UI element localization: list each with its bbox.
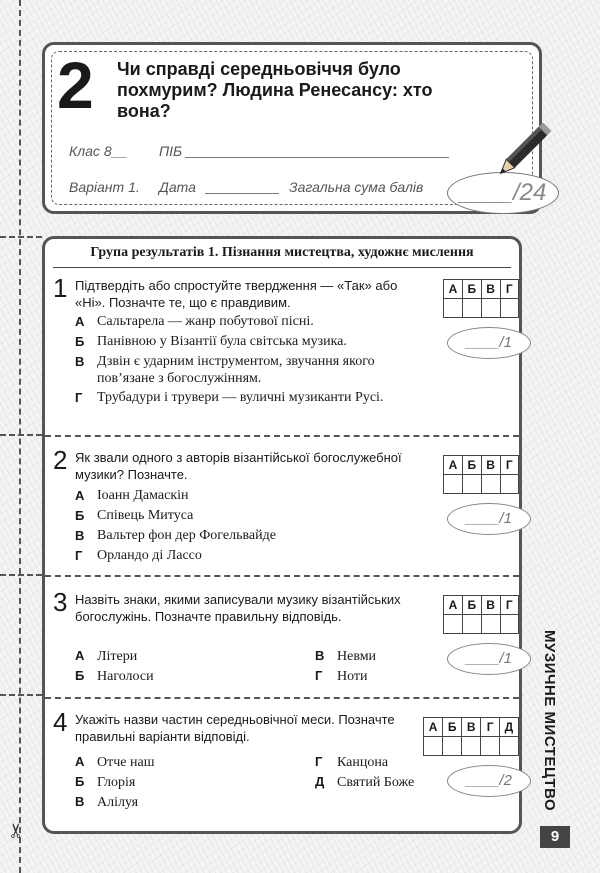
pencil-icon	[498, 108, 564, 178]
grid-header: Д	[499, 718, 518, 737]
option-text: Іоанн Дамаскін	[97, 488, 189, 503]
score-blank: ____	[466, 510, 500, 527]
answer-cell[interactable]	[481, 737, 500, 756]
option-text: Трубадури і трувери — вуличні музиканти Русі.	[97, 390, 384, 405]
grid-header: Б	[462, 456, 481, 475]
option-b[interactable]	[75, 773, 235, 791]
questions-panel	[42, 236, 522, 834]
grid-header: Г	[500, 456, 518, 475]
cut-tick	[0, 434, 42, 436]
score-oval[interactable]	[447, 765, 531, 797]
group-title-rule	[53, 267, 511, 268]
score-oval[interactable]	[447, 643, 531, 675]
option-letter: В	[75, 794, 85, 809]
score-blank: ____	[466, 650, 500, 667]
grid-header: Б	[443, 718, 462, 737]
answer-cell[interactable]	[462, 615, 481, 634]
grid-header: Б	[462, 280, 481, 299]
variant-label: Варіант 1.	[69, 179, 140, 195]
question-number: 2	[53, 445, 68, 475]
option-text: Вальтер фон дер Фогельвайде	[97, 528, 276, 543]
grid-header: А	[424, 718, 443, 737]
answer-cell[interactable]	[500, 299, 518, 318]
option-b[interactable]	[75, 333, 395, 351]
total-score-oval[interactable]	[447, 172, 559, 214]
answer-grid	[423, 717, 519, 756]
worksheet-number: 2	[57, 48, 94, 122]
option-text: Ноти	[337, 669, 368, 684]
answer-cell[interactable]	[499, 737, 518, 756]
option-text: Алілуя	[97, 795, 139, 810]
answer-cell[interactable]	[462, 299, 481, 318]
question-separator	[45, 435, 519, 437]
question-text: Підтвердіть або спростуйте твердження — «Так» або «Ні». Позначте те, що є правдивим.	[75, 278, 398, 310]
option-letter: В	[315, 648, 325, 663]
class-label: Клас 8__	[69, 143, 128, 159]
option-letter: А	[75, 648, 85, 663]
option-a[interactable]	[75, 647, 235, 665]
score-blank: ____	[466, 772, 500, 789]
option-letter: Г	[75, 390, 83, 405]
question-separator	[45, 697, 519, 699]
score-max: /2	[499, 772, 512, 789]
total-score: /24	[513, 179, 547, 206]
answer-grid	[443, 595, 519, 634]
group-title: Група результатів 1. Пізнання мистецтва, художнє мислення	[90, 245, 474, 260]
option-a[interactable]	[75, 753, 235, 771]
option-d[interactable]	[315, 667, 435, 685]
grid-header: Б	[462, 596, 481, 615]
date-line[interactable]	[205, 193, 279, 194]
option-letter: В	[75, 528, 85, 543]
cut-line	[19, 0, 21, 873]
option-c[interactable]	[315, 647, 435, 665]
answer-cell[interactable]	[444, 615, 463, 634]
answer-cell[interactable]	[500, 475, 518, 494]
name-label: ПІБ	[159, 143, 183, 159]
option-e[interactable]	[315, 773, 445, 791]
option-text: Співець Митуса	[97, 508, 194, 523]
answer-cell[interactable]	[424, 737, 443, 756]
option-a[interactable]	[75, 487, 395, 505]
option-letter: В	[75, 354, 85, 369]
option-text: Отче наш	[97, 755, 155, 770]
score-max: /1	[499, 334, 512, 351]
option-text: Канцона	[337, 755, 389, 770]
option-c[interactable]	[75, 793, 235, 811]
question-text: Укажіть назви частин середньовічної меси. Позначте правильні варіанти відповіді.	[75, 712, 395, 744]
grid-header: В	[481, 596, 500, 615]
grid-header: А	[444, 596, 463, 615]
option-letter: Г	[315, 668, 323, 683]
option-c[interactable]	[75, 353, 395, 387]
date-label: Дата	[159, 179, 196, 195]
answer-cell[interactable]	[481, 475, 500, 494]
grid-header: А	[444, 280, 463, 299]
cut-tick	[0, 694, 42, 696]
total-label: Загальна сума балів	[289, 179, 424, 195]
grid-header: В	[481, 456, 500, 475]
question-number: 1	[53, 273, 68, 303]
option-letter: А	[75, 754, 85, 769]
name-line[interactable]	[185, 157, 449, 158]
option-letter: Д	[315, 774, 325, 789]
question-number: 3	[53, 587, 68, 617]
subject-side-label: МУЗИЧНЕ МИСТЕЦТВО	[541, 630, 558, 812]
worksheet-title: Чи справді середньовіччя було похмурим? Людина Ренесансу: хто вона?	[117, 59, 433, 121]
option-text: Наголоси	[97, 669, 154, 684]
option-letter: Г	[75, 548, 83, 563]
option-letter: А	[75, 488, 85, 503]
option-d[interactable]	[75, 547, 395, 565]
answer-cell[interactable]	[444, 475, 463, 494]
grid-header: Г	[481, 718, 500, 737]
option-text: Панівною у Візантії була світська музика.	[97, 334, 347, 349]
option-c[interactable]	[75, 527, 395, 545]
question-text: Назвіть знаки, якими записували музику візантійських богослужінь. Позначте правильну відповідь.	[75, 592, 401, 624]
score-max: /1	[499, 650, 512, 667]
grid-header: Г	[500, 280, 518, 299]
answer-cell[interactable]	[462, 475, 481, 494]
scissors-icon: ✂	[5, 822, 28, 839]
question-number: 4	[53, 707, 68, 737]
option-a[interactable]	[75, 313, 395, 331]
option-d[interactable]	[75, 389, 395, 407]
page-number: 9	[540, 826, 570, 848]
question-separator	[45, 575, 519, 577]
grid-header: Г	[500, 596, 518, 615]
option-text: Святий Боже	[337, 775, 415, 790]
option-letter: Б	[75, 774, 85, 789]
answer-grid	[443, 455, 519, 494]
cut-tick	[0, 574, 42, 576]
option-text: Дзвін є ударним інструментом, звучання якого пов’язане з богослужінням.	[97, 354, 375, 386]
option-letter: А	[75, 314, 85, 329]
score-max: /1	[499, 510, 512, 527]
answer-cell[interactable]	[481, 615, 500, 634]
option-b[interactable]	[75, 507, 395, 525]
option-text: Орландо ді Лассо	[97, 548, 202, 563]
option-letter: Б	[75, 668, 85, 683]
option-text: Глорія	[97, 775, 136, 790]
option-b[interactable]	[75, 667, 235, 685]
grid-header: В	[462, 718, 481, 737]
question-text: Як звали одного з авторів візантійської богослужебної музики? Позначте.	[75, 450, 402, 482]
option-text: Літери	[97, 649, 138, 664]
answer-cell[interactable]	[481, 299, 500, 318]
option-text: Невми	[337, 649, 377, 664]
score-blank: ____	[466, 334, 500, 351]
grid-header: В	[481, 280, 500, 299]
score-blank: ____	[459, 179, 513, 206]
answer-cell[interactable]	[444, 299, 463, 318]
answer-grid	[443, 279, 519, 318]
answer-cell[interactable]	[462, 737, 481, 756]
worksheet-header	[42, 42, 547, 214]
option-letter: Б	[75, 334, 85, 349]
grid-header: А	[444, 456, 463, 475]
score-oval[interactable]	[447, 503, 531, 535]
cut-tick	[0, 236, 42, 238]
score-oval[interactable]	[447, 327, 531, 359]
answer-cell[interactable]	[443, 737, 462, 756]
option-letter: Г	[315, 754, 323, 769]
option-letter: Б	[75, 508, 85, 523]
answer-cell[interactable]	[500, 615, 518, 634]
option-text: Сальтарела — жанр побутової пісні.	[97, 314, 314, 329]
